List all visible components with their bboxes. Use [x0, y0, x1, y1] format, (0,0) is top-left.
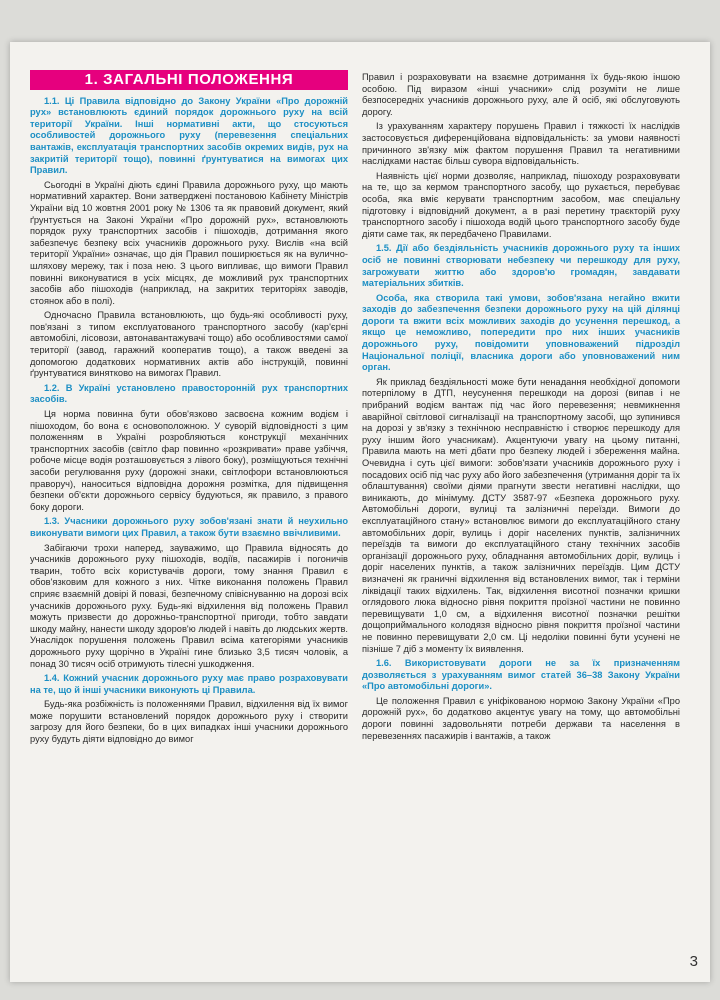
commentary-paragraph: Забігаючи трохи наперед, зауважимо, що Правила відносять до учасників дорожнього руху пішоходів, водіїв, пасажирів і погоничів тварин, тобто всіх користувачів дороги, тому знання Правил є обов'язковим для кожного з них. Чітке виконання положень Правил сприяє взаємній довірі й повазі, безпечному співіснуванню на дорозі всіх учасників дорожнього руху. Будь-які відхилення від положень Правил можуть призвести до дорожньо-транспортної пригоди, тобто завдати шкоду майну, нанести шкоду здоров'ю людей і навіть до людських жертв. Унаслідок порушення положень Правил всіма категоріями учасників дорожнього руху щорічно в Україні гине близько 3,5 тисяч чоловік, а понад 30 тисяч осіб отримують тілесні ушкодження. [30, 542, 348, 669]
rule-paragraph: 1.2. В Україні установлено правосторонній рух транспортних засобів. [30, 382, 348, 405]
rule-paragraph: 1.4. Кожний учасник дорожнього руху має право розраховувати на те, що й інші учасники виконують ці Правила. [30, 673, 348, 695]
commentary-paragraph: Із урахуванням характеру порушень Правил і тяжкості їх наслідків застосовується диференційована відповідальність: за умови наявності причинного зв'язку між фактом порушення Правил та негативними наслідками настає більш сувора відповідальність. [362, 121, 680, 167]
commentary-paragraph: Наявність цієї норми дозволяє, наприклад, пішоходу розраховувати на те, що за кермом транспортного засобу, що рухається, перебуває особа, яка вміє керувати транспортним засобом, має спеціальну підготовку і відповідний документ, а в разі перетину траєкторій руху транспортного засобу і пішохода водій цього транспортного засобу буде діяти саме так, як передбачено Правилами. [362, 170, 680, 239]
rule-paragraph: 1.5. Дії або бездіяльність учасників дорожнього руху та інших осіб не повинні створювати небезпеку чи перешкоду для руху, загрожувати життю або здоров'ю громадян, завдавати матеріальних збитків. [362, 243, 680, 289]
rule-paragraph: 1.3. Учасники дорожнього руху зобов'язані знати й неухильно виконувати вимоги цих Правил, а також бути взаємно ввічливими. [30, 516, 348, 538]
rule-paragraph: Особа, яка створила такі умови, зобов'язана негайно вжити заходів до забезпечення безпеки дорожнього руху на цій ділянці дороги та вжити всіх можливих заходів до усунення перешкод, а якщо це неможливо, попередити про них інших учасників дорожнього руху, повідомити уповноважений підрозділ Національної поліції, власника дороги або уповноважений ним орган. [362, 292, 680, 373]
commentary-paragraph: Ця норма повинна бути обов'язково засвоєна кожним водієм і пішоходом, бо вона є основоположною. У суворій відповідності з цим положенням в Україні розробляються конструкції механічних транспортних засобів (світло фар повинно «розкривати» праве узбіччя, робоче місце водія розташовується з лівого боку), розміщуються технічні засоби регулювання руху (дорожні знаки, світлофори встановлюються праворуч), наноситься відповідна дорожня розмітка, для підвищення безпеки об'єкти дорожнього сервісу будуються, як правило, з правого боку дороги. [30, 409, 348, 512]
book-page [10, 42, 710, 982]
commentary-paragraph: Будь-яка розбіжність із положеннями Правил, відхилення від їх вимог може порушити встановлений порядок дорожнього руху і створити загрозу для його безпеки, бо в цих випадках інші учасники дорожнього руху будуть діяти відповідно до вимог [30, 699, 348, 745]
right-column [362, 72, 680, 745]
left-column-text [30, 96, 348, 746]
commentary-paragraph: Сьогодні в Україні діють єдині Правила дорожнього руху, що мають нормативний характер. Вони затверджені постановою Кабінету Міністрів України від 10 жовтня 2001 року № 1306 та як правовий документ, який ґрунтується на Законі України «Про дорожній рух», встановлюють порядок руху транспортних засобів і пішоходів, дотримання якого забезпечує безпеку всіх учасників дорожнього руху. Вислів «на всій території України» означає, що дія Правил поширюється як на вулично-шляхову мережу, так і поза нею. З цього випливає, що вимоги Правил повинні виконуватися в усіх місцях, де можливий рух транспортних засобів або пішоходів (наприклад, на закритих територіях заводів, стоянок або в полі). [30, 179, 348, 306]
commentary-paragraph: Одночасно Правила встановлюють, що будь-які особливості руху, пов'язані з типом експлуатованого транспортного засобу (кар'єрні автомобілі, лісовози, автонавантажувачі тощо) або особливостями самої території (завод, гаражний кооператив тощо), а також введені за допомогою додаткових нормативних актів або інструкцій, повинні ґрунтуватися винятково на вимогах Правил. [30, 310, 348, 379]
commentary-paragraph: Правил і розраховувати на взаємне дотримання їх будь-якою іншою особою. Під виразом «інші учасники» слід розуміти не лише безпосередніх учасників дорожнього руху, але й осіб, які обслуговують дорогу. [362, 72, 680, 117]
commentary-paragraph: Як приклад бездіяльності може бути ненадання необхідної допомоги потерпілому в ДТП, неусунення перешкоди на дорозі (випав і не прибраний водієм вантаж під час його перевезення; невмикнення аварійної світлової сигналізації на транспортному засобі, що зупинився на дорозі у зв'язку з технічною несправністю і створює перешкоду для руху іншим його учасникам). Акцентуючи увагу на цьому питанні, Правила мають на меті дбати про безпеку людей і збереження майна. Очевидна і суть цієї вимоги: зобов'язати учасників дорожнього руху і посадових осіб під час руху або його забезпечення (утримання доріг та їх облаштування) своїми діями прагнути звести негативні наслідки, що виникають, до мінімуму. ДСТУ 3587-97 «Безпека дорожнього руху. Автомобільні дороги, вулиці та залізничні переїзди. Вимоги до експлуатаційного стану» встановлює вимоги до експлуатаційного стану автомобільних доріг, вулиць і доріг населених пунктів, залізничних переїздів та вимоги до експлуатаційного стану технічних засобів організації дорожнього руху, обладнання автомобільних доріг, вулиць і доріг населених пунктів, а також залізничних переїздів. Цим ДСТУ визначені як граничні відхилення від встановлених вимог, так і терміни ліквідації таких відхилень. Так, відхилення висотної позначки кришки оглядового люка відносно рівня покриття проїзної частини не повинно перевищувати 1,0 см, а відхилення висотної позначки решітки дощоприймального колодязя відносно рівня покриття проїзної частини не повинно перевищувати 2,0 см. Ці недоліки повинні бути усунені не пізніше 7 діб з моменту їх виявлення. [362, 376, 680, 654]
rule-paragraph: 1.1. Ці Правила відповідно до Закону України «Про дорожній рух» встановлюють єдиний порядок дорожнього руху на всій території України. Інші нормативні акти, що стосуються особливостей дорожнього руху (перевезення спеціальних вантажів, експлуатація транспортних засобів окремих видів, рух на закритій території тощо), повинні ґрунтуватися на вимогах цих Правил. [30, 95, 348, 176]
rule-paragraph: 1.6. Використовувати дороги не за їх призначенням дозволяється з урахуванням вимог статей 36–38 Закону України «Про автомобільні дороги». [362, 658, 680, 692]
right-column-text [362, 72, 680, 742]
commentary-paragraph: Це положення Правил є уніфікованою нормою Закону України «Про дорожній рух», бо додатково акцентує увагу на тому, що автомобільні дороги повинні задовольняти потреби держави та населення в перевезеннях пасажирів і вантажів, а також [362, 695, 680, 741]
section-heading: 1. ЗАГАЛЬНІ ПОЛОЖЕННЯ [30, 70, 348, 90]
left-column [30, 70, 348, 749]
page-number: 3 [689, 953, 698, 970]
